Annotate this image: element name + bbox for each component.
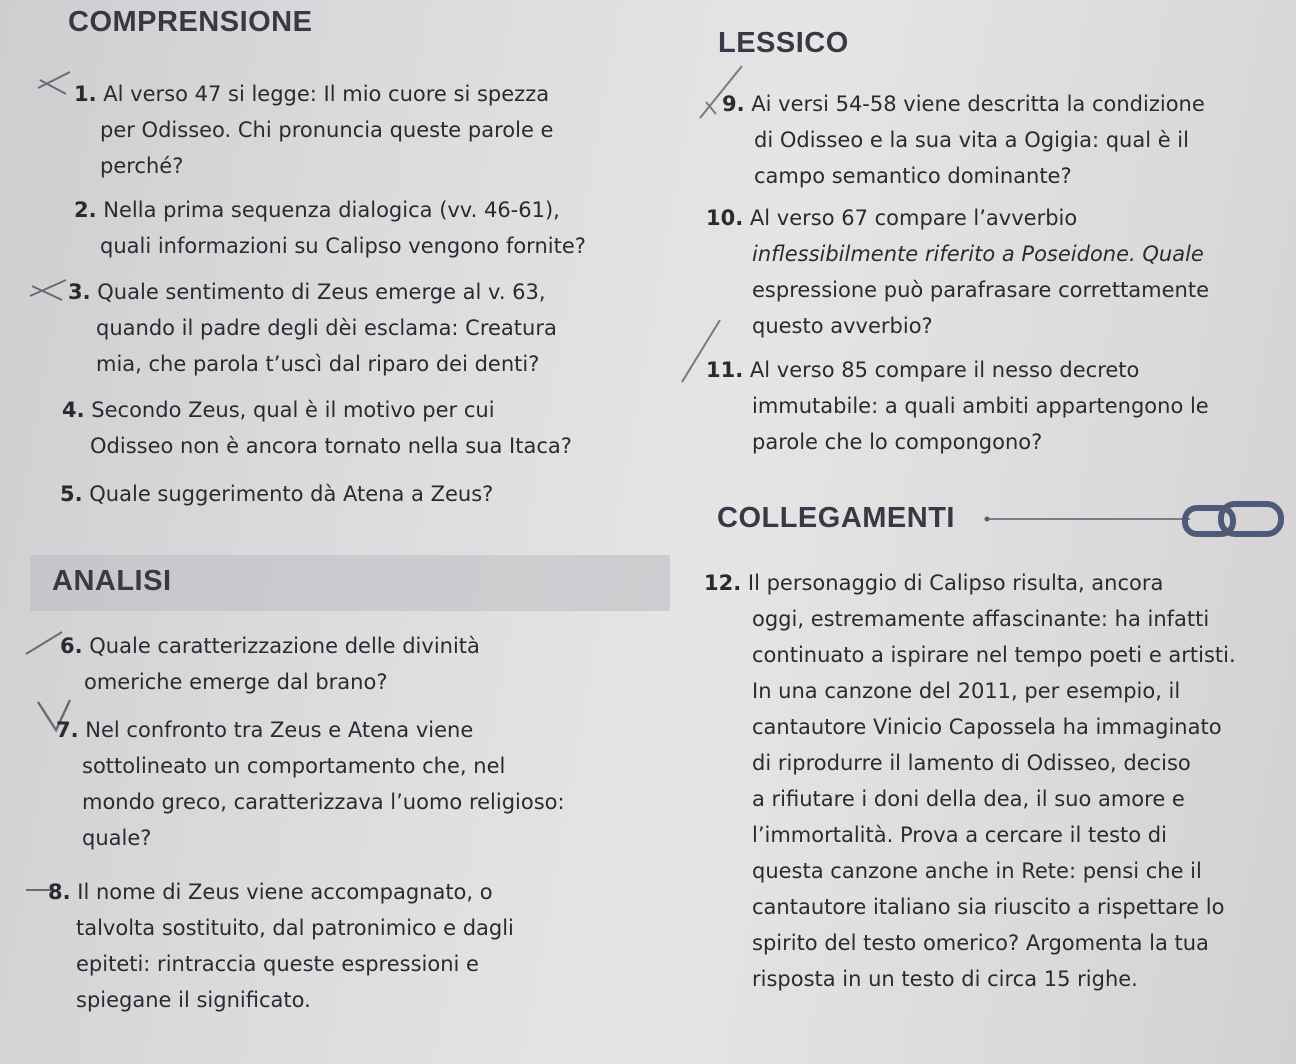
question-text-line: espressione può parafrasare correttamente: [752, 278, 1210, 302]
heading-comprensione: COMPRENSIONE: [68, 6, 313, 38]
question-text-line: Nel confronto tra Zeus e Atena viene: [85, 718, 474, 742]
question-number: 10.: [706, 206, 744, 230]
pencil-mark-1: [36, 66, 72, 98]
question-text-line: In una canzone del 2011, per esempio, il: [752, 679, 1181, 703]
pencil-mark-6: [24, 628, 64, 658]
question-text-line: quali informazioni su Calipso vengono fornite?: [100, 234, 586, 258]
question-text-line: mia, che parola t’uscì dal riparo dei denti?: [96, 352, 540, 376]
question-number: 2.: [74, 198, 97, 222]
heading-lessico: LESSICO: [718, 27, 849, 59]
question-text-line: Quale caratterizzazione delle divinità: [89, 634, 480, 658]
question-3: [68, 274, 557, 382]
question-4: [62, 392, 572, 464]
question-11: [706, 352, 1209, 460]
question-text-line: questa canzone anche in Rete: pensi che il: [752, 859, 1202, 883]
question-text-line: omeriche emerge dal brano?: [84, 670, 388, 694]
question-text-line: cantautore italiano sia riuscito a rispettare lo: [752, 895, 1225, 919]
question-number: 6.: [60, 634, 83, 658]
question-text-line: risposta in un testo di circa 15 righe.: [752, 967, 1138, 991]
question-text-line: oggi, estremamente affascinante: ha infatti: [752, 607, 1210, 631]
question-text-line: inflessibilmente riferito a Poseidone. Quale: [752, 242, 1204, 266]
question-number: 5.: [60, 482, 83, 506]
question-text-line: parole che lo compongono?: [752, 430, 1043, 454]
question-text-line: di riprodurre il lamento di Odisseo, deciso: [752, 751, 1191, 775]
question-number: 9.: [722, 92, 745, 116]
pencil-mark-3: [28, 276, 68, 302]
question-12: [704, 565, 1236, 997]
question-number: 1.: [74, 82, 97, 106]
question-text-line: Secondo Zeus, qual è il motivo per cui: [91, 398, 495, 422]
question-text-line: Odisseo non è ancora tornato nella sua Itaca?: [90, 434, 572, 458]
question-number: 4.: [62, 398, 85, 422]
question-text-line: perché?: [100, 154, 184, 178]
chain-link-icon: [975, 500, 1295, 540]
question-text-line: quando il padre degli dèi esclama: Creatura: [96, 316, 557, 340]
question-text-line: immutabile: a quali ambiti appartengono le: [752, 394, 1209, 418]
question-7: [56, 712, 565, 856]
question-9: [722, 86, 1205, 194]
question-text-line: Quale suggerimento dà Atena a Zeus?: [89, 482, 494, 506]
question-text-line: di Odisseo e la sua vita a Ogigia: qual è il: [754, 128, 1189, 152]
question-number: 8.: [48, 880, 71, 904]
question-text-line: per Odisseo. Chi pronuncia queste parole e: [100, 118, 554, 142]
question-text-line: spiegane il significato.: [76, 988, 311, 1012]
question-text-line: quale?: [82, 826, 152, 850]
question-10: [706, 200, 1209, 344]
question-text-line: sottolineato un comportamento che, nel: [82, 754, 506, 778]
question-6: [60, 628, 480, 700]
question-text-line: campo semantico dominante?: [754, 164, 1072, 188]
question-text-line: epiteti: rintraccia queste espressioni e: [76, 952, 479, 976]
question-text-line: Quale sentimento di Zeus emerge al v. 63,: [97, 280, 546, 304]
question-text-line: continuato a ispirare nel tempo poeti e artisti.: [752, 643, 1236, 667]
question-8: [48, 874, 514, 1018]
question-text-line: Ai versi 54-58 viene descritta la condizione: [751, 92, 1205, 116]
question-text-line: Al verso 85 compare il nesso decreto: [749, 358, 1140, 382]
question-text-line: mondo greco, caratterizzava l’uomo religioso:: [82, 790, 565, 814]
question-number: 7.: [56, 718, 79, 742]
question-text-line: cantautore Vinicio Capossela ha immaginato: [752, 715, 1222, 739]
question-number: 12.: [704, 571, 742, 595]
question-1: [74, 76, 553, 184]
question-text-line: Al verso 67 compare l’avverbio: [749, 206, 1078, 230]
question-text-line: talvolta sostituito, dal patronimico e dagli: [76, 916, 514, 940]
heading-analisi: ANALISI: [52, 565, 172, 597]
question-text-line: l’immortalità. Prova a cercare il testo di: [752, 823, 1167, 847]
question-text-line: a rifiutare i doni della dea, il suo amore e: [752, 787, 1185, 811]
question-text-line: Il nome di Zeus viene accompagnato, o: [77, 880, 493, 904]
question-number: 11.: [706, 358, 744, 382]
question-text-line: Al verso 47 si legge: Il mio cuore si spezza: [103, 82, 550, 106]
question-text-line: questo avverbio?: [752, 314, 933, 338]
question-5: [60, 476, 493, 512]
question-number: 3.: [68, 280, 91, 304]
question-text-line: Il personaggio di Calipso risulta, ancora: [747, 571, 1164, 595]
heading-collegamenti: COLLEGAMENTI: [717, 502, 955, 534]
question-text-line: spirito del testo omerico? Argomenta la tua: [752, 931, 1209, 955]
question-2: [74, 192, 586, 264]
question-text-line: Nella prima sequenza dialogica (vv. 46-61),: [103, 198, 560, 222]
